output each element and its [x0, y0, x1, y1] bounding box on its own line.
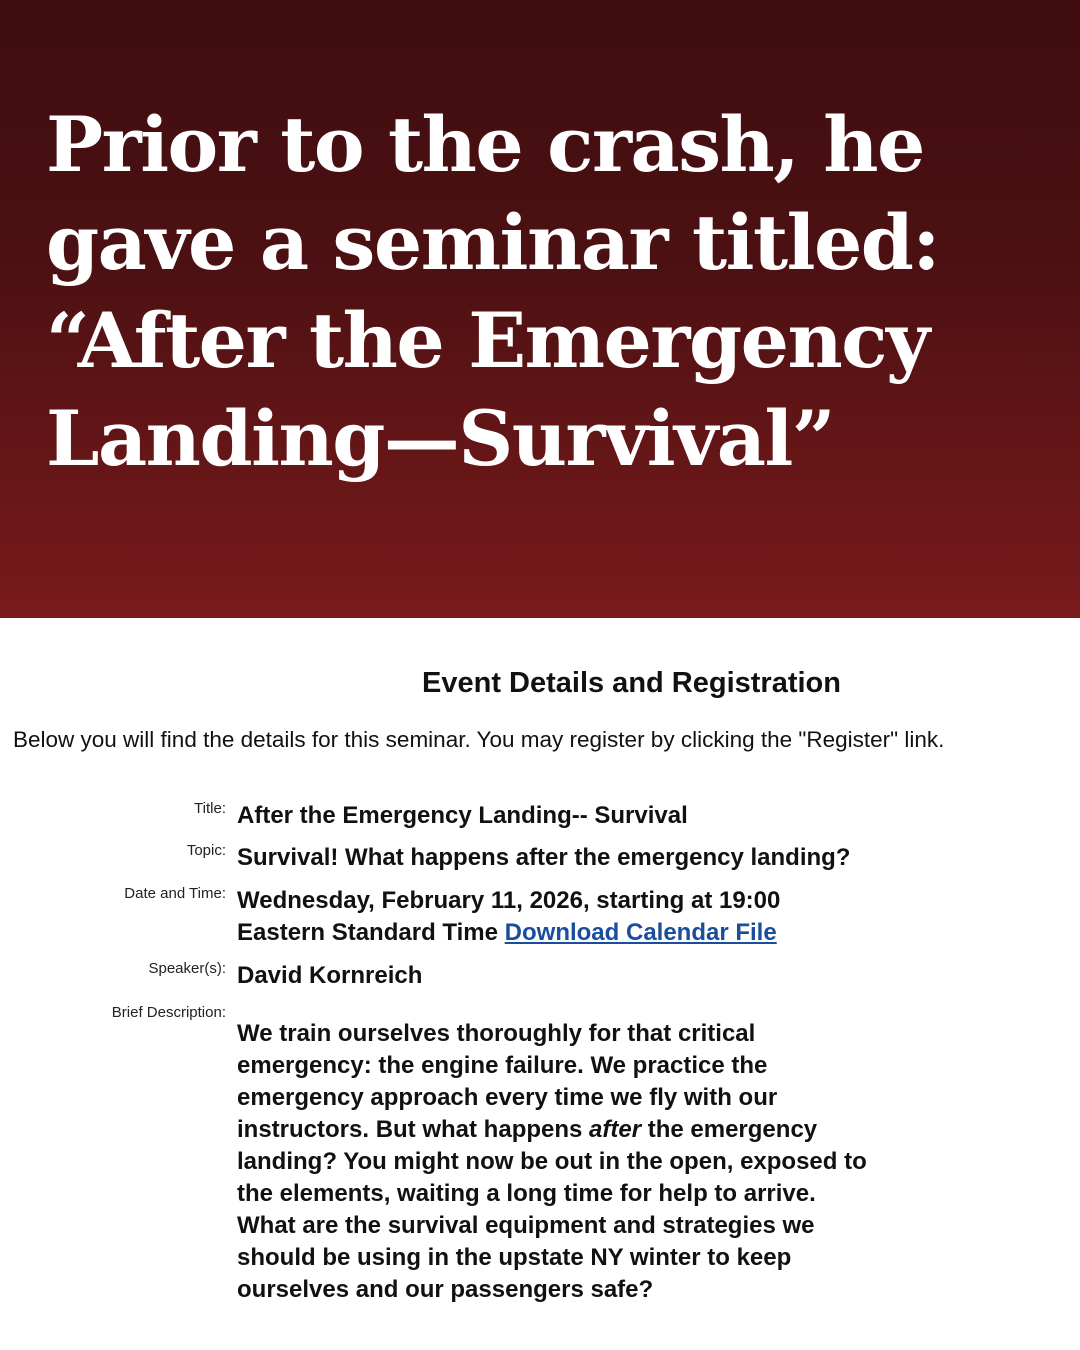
hero-headline-line: “After the Emergency	[46, 296, 929, 385]
download-calendar-link[interactable]: Download Calendar File	[504, 919, 777, 946]
section-heading-wrap	[422, 666, 841, 700]
description-line	[237, 1114, 917, 1146]
description-line: landing? You might now be out in the open, exposed to	[237, 1148, 867, 1175]
hero-headline-line: Prior to the crash, he	[46, 100, 924, 189]
description-line: emergency approach every time we fly with our	[237, 1084, 778, 1111]
description-fragment: the emergency	[641, 1116, 818, 1143]
description-line: should be using in the upstate NY winter to keep	[237, 1244, 792, 1271]
datetime-label: Date and Time:	[124, 885, 226, 902]
hero-banner	[0, 0, 1080, 618]
description-line: What are the survival equipment and strategies we	[237, 1212, 815, 1239]
topic-label: Topic:	[186, 842, 226, 859]
topic-value: Survival! What happens after the emergency landing?	[237, 844, 851, 871]
description-line: emergency: the engine failure. We practice the	[237, 1052, 768, 1079]
description-line: We train ourselves thoroughly for that critical	[237, 1020, 756, 1047]
hero-headline-line: gave a seminar titled:	[46, 198, 939, 287]
datetime-line1: Wednesday, February 11, 2026, starting at 19:00	[237, 887, 781, 914]
datetime-line2: Eastern Standard Time	[237, 919, 498, 946]
speakers-label: Speaker(s):	[148, 960, 226, 977]
description-line: ourselves and our passengers safe?	[237, 1276, 654, 1303]
event-details-panel	[0, 618, 1080, 1350]
hero-headline	[46, 96, 1056, 488]
description-label: Brief Description:	[111, 1004, 226, 1021]
title-label: Title:	[194, 800, 226, 817]
datetime-value	[237, 885, 937, 949]
hero-headline-line: Landing—Survival”	[46, 394, 835, 483]
intro-text: Below you will find the details for this seminar. You may register by clicking the "Register" link.	[13, 727, 945, 752]
speakers-value: David Kornreich	[237, 962, 423, 989]
description-emphasis: after	[589, 1116, 642, 1143]
description-line: the elements, waiting a long time for help to arrive.	[237, 1180, 816, 1207]
title-value: After the Emergency Landing-- Survival	[237, 802, 688, 829]
description-text	[237, 1018, 917, 1306]
section-heading: Event Details and Registration	[422, 667, 841, 699]
description-fragment: instructors. But what happens	[237, 1116, 590, 1143]
